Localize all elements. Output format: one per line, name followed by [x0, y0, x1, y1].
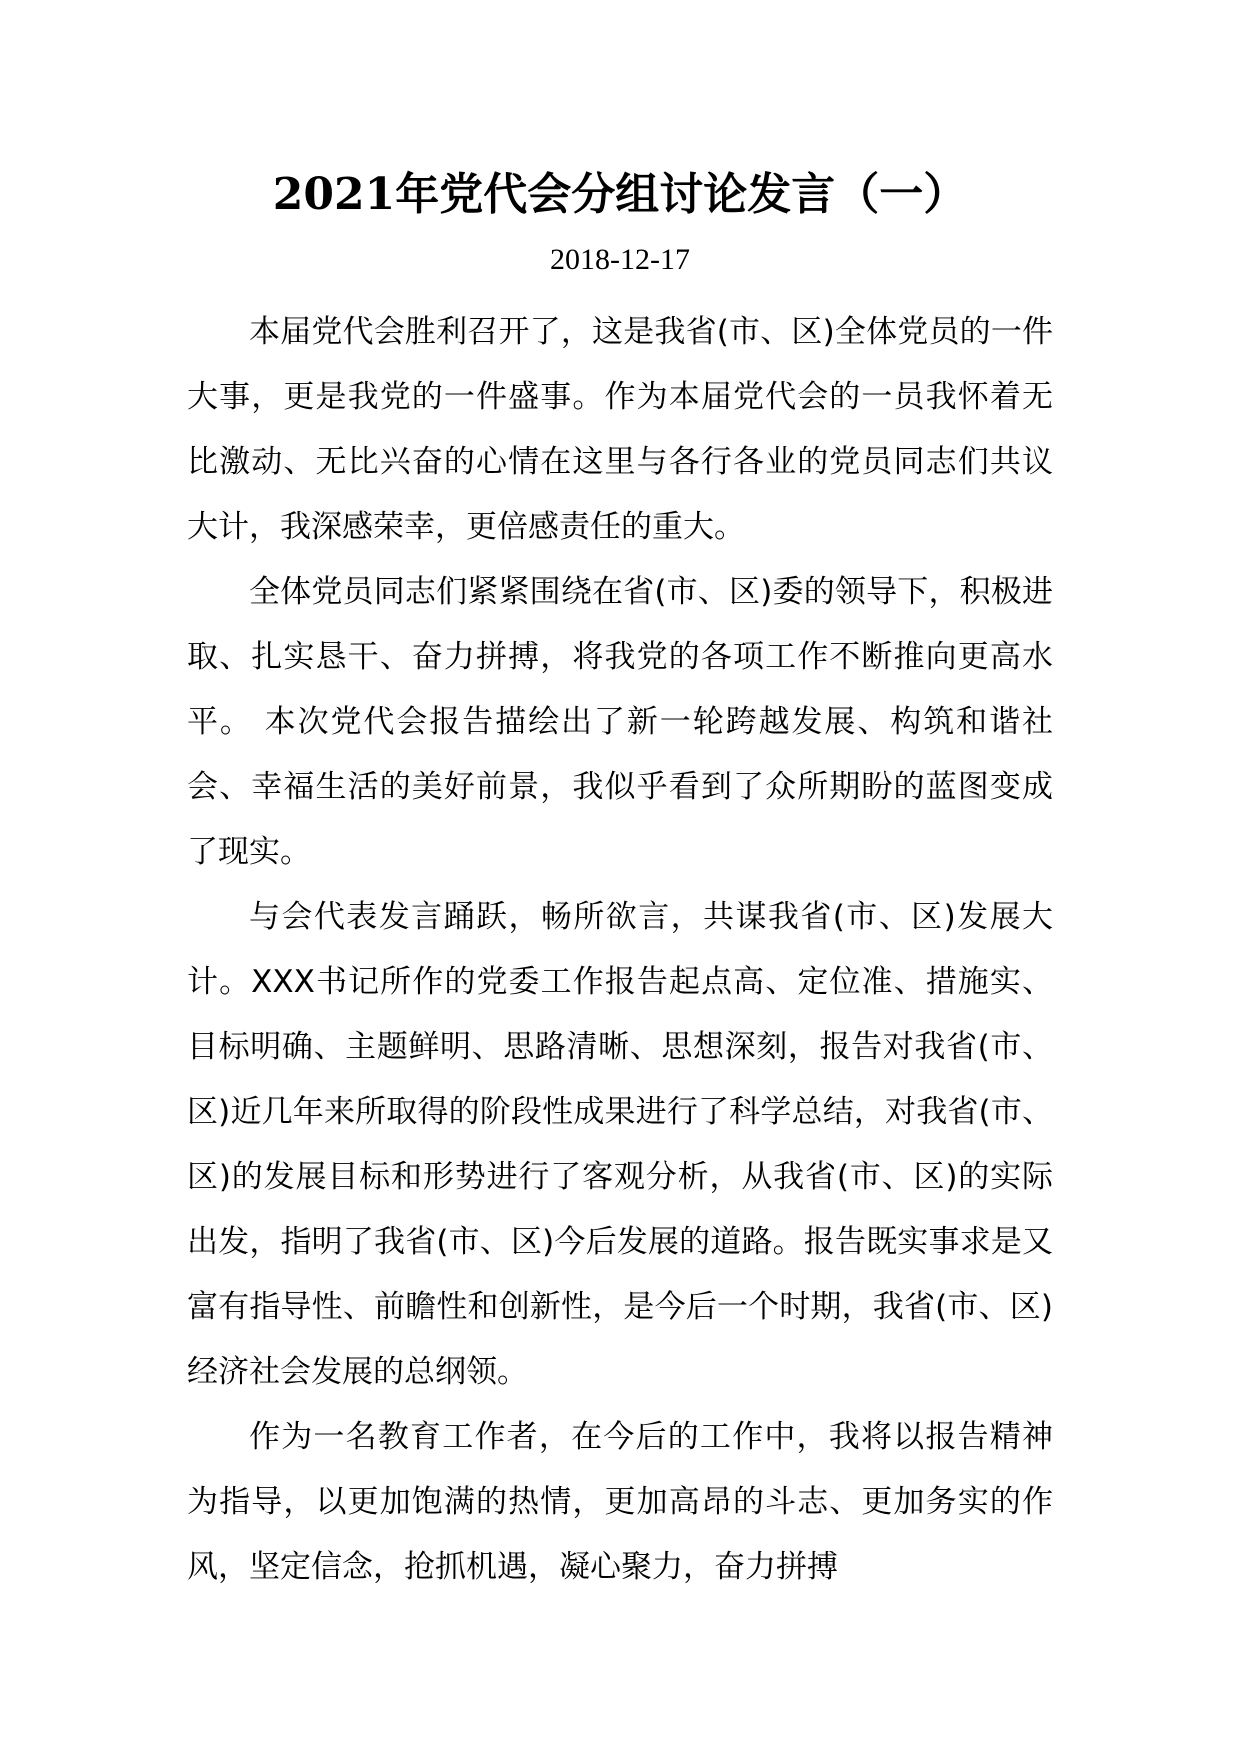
- document-date: 2018-12-17: [550, 243, 690, 276]
- paragraph-4: 作为一名教育工作者，在今后的工作中，我将以报告精神为指导，以更加饱满的热情，更加高昂的斗志、更加务实的作风，坚定信念，抢抓机遇，凝心聚力，奋力拼搏: [187, 1419, 1053, 1585]
- paragraph-3: 与会代表发言踊跃，畅所欲言，共谋我省(市、区)发展大计。XXX书记所作的党委工作报告起点高、定位准、措施实、目标明确、主题鲜明、思路清晰、思想深刻，报告对我省(市、区)近几年来所取得的阶段性成果进行了科学总结，对我省(市、区)的发展目标和形势进行了客观分析，从我省(市、区)的实际出发，指明了我省(市、区)今后发展的道路。报告既实事求是又富有指导性、前瞻性和创新性，是今后一个时期，我省(市、区)经济社会发展的总纲领。: [187, 899, 1053, 1390]
- document-title: 2021年党代会分组讨论发言（一）: [272, 169, 968, 220]
- paragraph-1: 本届党代会胜利召开了，这是我省(市、区)全体党员的一件大事，更是我党的一件盛事。作为本届党代会的一员我怀着无比激动、无比兴奋的心情在这里与各行各业的党员同志们共议大计，我深感荣幸，更倍感责任的重大。: [187, 314, 1053, 545]
- paragraph-2: 全体党员同志们紧紧围绕在省(市、区)委的领导下，积极进取、扎实恳干、奋力拼搏，将我党的各项工作不断推向更高水平。 本次党代会报告描绘出了新一轮跨越发展、构筑和谐社会、幸福生活的美好前景，我似乎看到了众所期盼的蓝图变成了现实。: [187, 574, 1053, 870]
- document-body: [187, 300, 1053, 1600]
